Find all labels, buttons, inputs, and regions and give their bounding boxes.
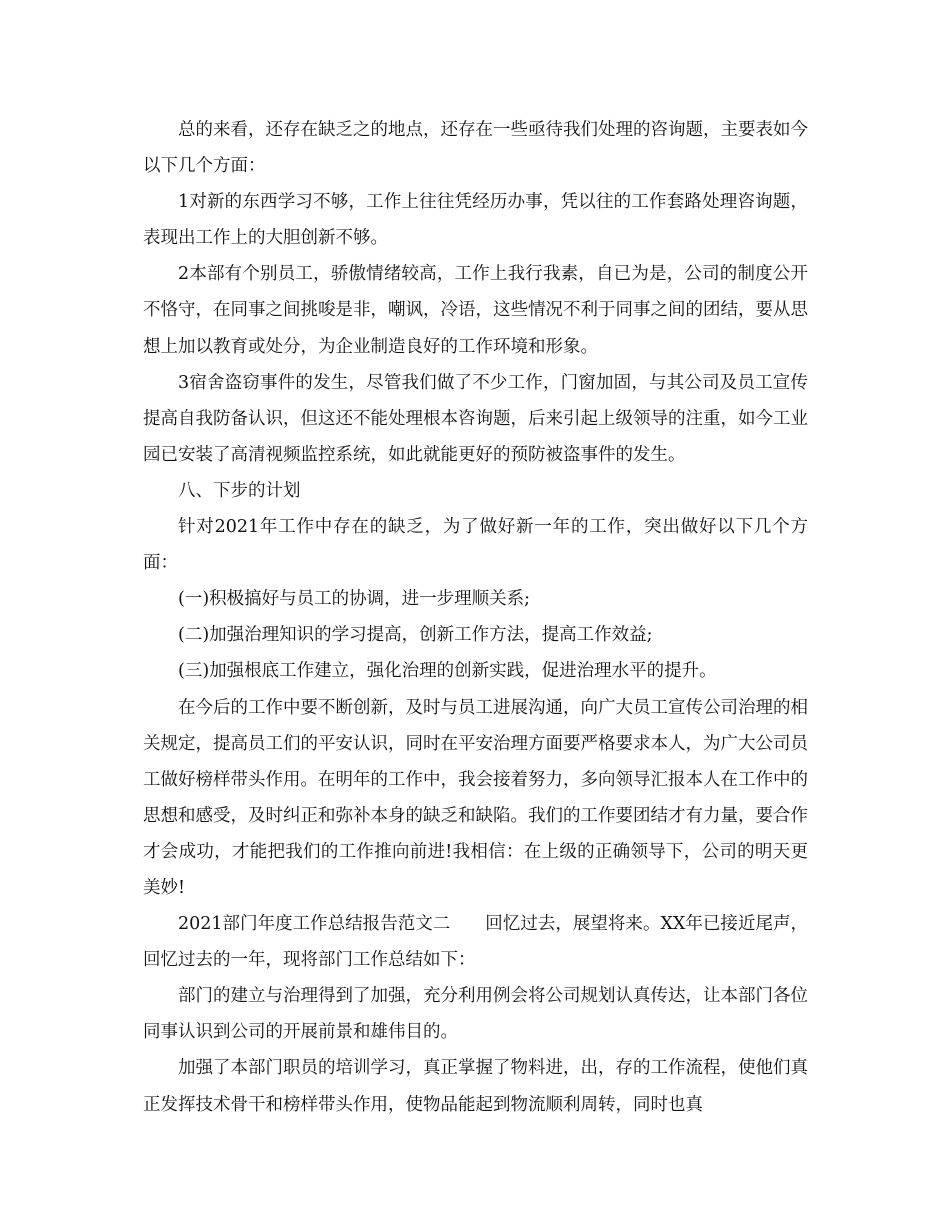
document-body — [143, 112, 808, 1123]
paragraph-plan-intro: 针对2021年工作中存在的缺乏，为了做好新一年的工作，突出做好以下几个方面： — [143, 517, 808, 574]
paragraph-issue-2: 2本部有个别员工，骄傲情绪较高，工作上我行我素，自已为是，公司的制度公开不恪守，在同事之间挑唆是非，嘲讽，冷语，这些情况不利于同事之间的团结，要从思想上加以教育或处分，为企业制造良好的工作环境和形象。 — [143, 264, 808, 357]
paragraph-summary-intro: 总的来看，还存在缺乏之的地点，还存在一些亟待我们处理的咨询题，主要表如今以下几个方面： — [143, 120, 808, 177]
section-heading-next-plan: 八、下步的计划 — [178, 480, 301, 501]
paragraph-report-two-intro: 2021部门年度工作总结报告范文二 回忆过去，展望将来。XX年已接近尾声，回忆过去的一年，现将部门工作总结如下： — [143, 914, 808, 971]
paragraph-issue-3: 3宿舍盗窃事件的发生，尽管我们做了不少工作，门窗加固，与其公司及员工宣传提高自我防备认识，但这还不能处理根本咨询题，后来引起上级领导的注重，如今工业园已安装了高清视频监控系统，如此就能更好的预防被盗事件的发生。 — [143, 372, 808, 465]
paragraph-staff-training: 加强了本部门职员的培训学习，真正掌握了物料进，出，存的工作流程，使他们真正发挥技术骨干和榜样带头作用，使物品能起到物流顺利周转，同时也真 — [143, 1058, 808, 1115]
paragraph-future-work: 在今后的工作中要不断创新，及时与员工进展沟通，向广大员工宣传公司治理的相关规定，提高员工们的平安认识，同时在平安治理方面要严格要求本人，为广大公司员工做好榜样带头作用。在明年的工作中，我会接着努力，多向领导汇报本人在工作中的思想和感受，及时纠正和弥补本身的缺乏和缺陷。我们的工作要团结才有力量，要合作才会成功，才能把我们的工作推向前进!我相信：在上级的正确领导下，公司的明天更美妙! — [143, 697, 808, 898]
plan-item-2: (二)加强治理知识的学习提高，创新工作方法，提高工作效益; — [178, 625, 653, 646]
paragraph-issue-1: 1对新的东西学习不够，工作上往往凭经历办事，凭以往的工作套路处理咨询题，表现出工作上的大胆创新不够。 — [143, 192, 808, 249]
paragraph-department-building: 部门的建立与治理得到了加强，充分利用例会将公司规划认真传达，让本部门各位同事认识到公司的开展前景和雄伟目的。 — [143, 986, 808, 1043]
plan-item-3: (三)加强根底工作建立，强化治理的创新实践，促进治理水平的提升。 — [178, 661, 717, 682]
plan-item-1: (一)积极搞好与员工的协调，进一步理顺关系; — [178, 589, 531, 610]
